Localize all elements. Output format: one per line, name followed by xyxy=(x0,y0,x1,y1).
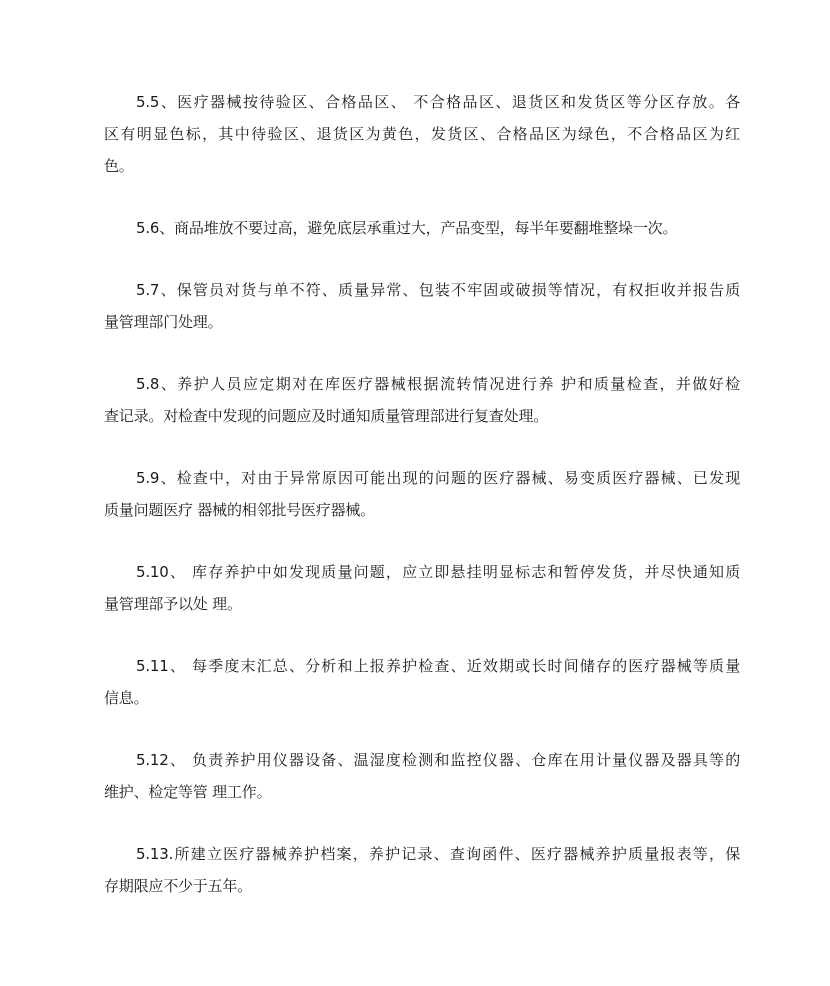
paragraph-line: 5.6、商品堆放不要过高，避免底层承重过大，产品变型，每半年要翻堆整垛一次。 xyxy=(136,219,678,237)
paragraph-line: 5.10、 库存养护中如发现质量问题，应立即悬挂明显标志和暂停发货，并尽快通知质 xyxy=(136,563,740,581)
paragraph xyxy=(104,462,740,526)
paragraph xyxy=(104,744,740,808)
paragraph-line: 区有明显色标，其中待验区、退货区为黄色，发货区、合格品区为绿色，不合格品区为红 xyxy=(104,125,740,143)
paragraph-line: 5.12、 负责养护用仪器设备、温湿度检测和监控仪器、仓库在用计量仪器及器具等的 xyxy=(136,751,740,769)
paragraph-line: 5.7、保管员对货与单不符、质量异常、包装不牢固或破损等情况，有权拒收并报告质 xyxy=(136,281,740,299)
document-page xyxy=(104,86,740,932)
paragraph-line: 维护、检定等管 理工作。 xyxy=(104,783,272,801)
paragraph-line: 5.8、养护人员应定期对在库医疗器械根据流转情况进行养 护和质量检查，并做好检 xyxy=(136,375,740,393)
paragraph xyxy=(104,838,740,902)
paragraph xyxy=(104,212,740,244)
paragraph xyxy=(104,274,740,338)
paragraph-line: 5.9、检查中，对由于异常原因可能出现的问题的医疗器械、易变质医疗器械、已发现 xyxy=(136,469,740,487)
paragraph-line: 5.5、医疗器械按待验区、合格品区、 不合格品区、退货区和发货区等分区存放。各 xyxy=(136,93,740,111)
paragraph-line: 质量问题医疗 器械的相邻批号医疗器械。 xyxy=(104,501,375,519)
paragraph-line: 量管理部门处理。 xyxy=(104,313,223,331)
paragraph-line: 色。 xyxy=(104,157,134,175)
paragraph-line: 5.13.所建立医疗器械养护档案，养护记录、查询函件、医疗器械养护质量报表等，保 xyxy=(136,845,740,863)
paragraph xyxy=(104,368,740,432)
paragraph-line: 查记录。对检查中发现的问题应及时通知质量管理部进行复查处理。 xyxy=(104,407,549,425)
paragraph-line: 存期限应不少于五年。 xyxy=(104,877,253,895)
paragraph xyxy=(104,650,740,714)
paragraph-line: 量管理部予以处 理。 xyxy=(104,595,242,613)
paragraph-line: 信息。 xyxy=(104,689,149,707)
paragraph xyxy=(104,556,740,620)
paragraph-line: 5.11、 每季度末汇总、分析和上报养护检查、近效期或长时间储存的医疗器械等质量 xyxy=(136,657,740,675)
paragraph xyxy=(104,86,740,182)
